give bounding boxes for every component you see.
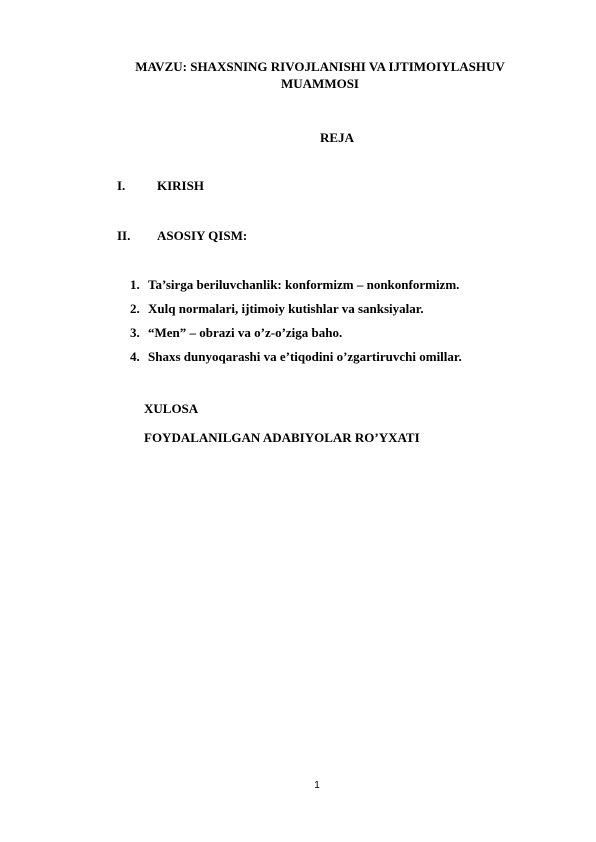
item-number: 4.	[130, 349, 140, 364]
section-numeral: I.	[117, 178, 126, 193]
conclusion-heading: XULOSA	[144, 401, 199, 416]
item-text: Ta’sirga beriluvchanlik: konformizm – nonkonformizm.	[148, 277, 460, 292]
item-number: 2.	[130, 301, 140, 316]
item-number: 1.	[130, 277, 140, 292]
item-text: Xulq normalari, ijtimoiy kutishlar va sanksiyalar.	[148, 301, 424, 316]
section-label: KIRISH	[157, 178, 204, 193]
item-text: Shaxs dunyoqarashi va e’tiqodini o’zgartiruvchi omillar.	[148, 349, 462, 364]
section-numeral: II.	[117, 228, 131, 243]
title-line-2: MUAMMOSI	[281, 76, 359, 91]
section-label: ASOSIY QISM:	[157, 228, 248, 243]
page-number: 1	[314, 780, 320, 791]
item-number: 3.	[130, 325, 140, 340]
title-line-1: MAVZU: SHAXSNING RIVOJLANISHI VA IJTIMOIYLASHUV	[135, 59, 505, 74]
references-heading: FOYDALANILGAN ADABIYOLAR RO’YXATI	[144, 430, 420, 445]
plan-heading: REJA	[320, 130, 354, 145]
document-title	[100, 58, 540, 92]
item-text: “Men” – obrazi va o’z-o’ziga baho.	[148, 325, 343, 340]
